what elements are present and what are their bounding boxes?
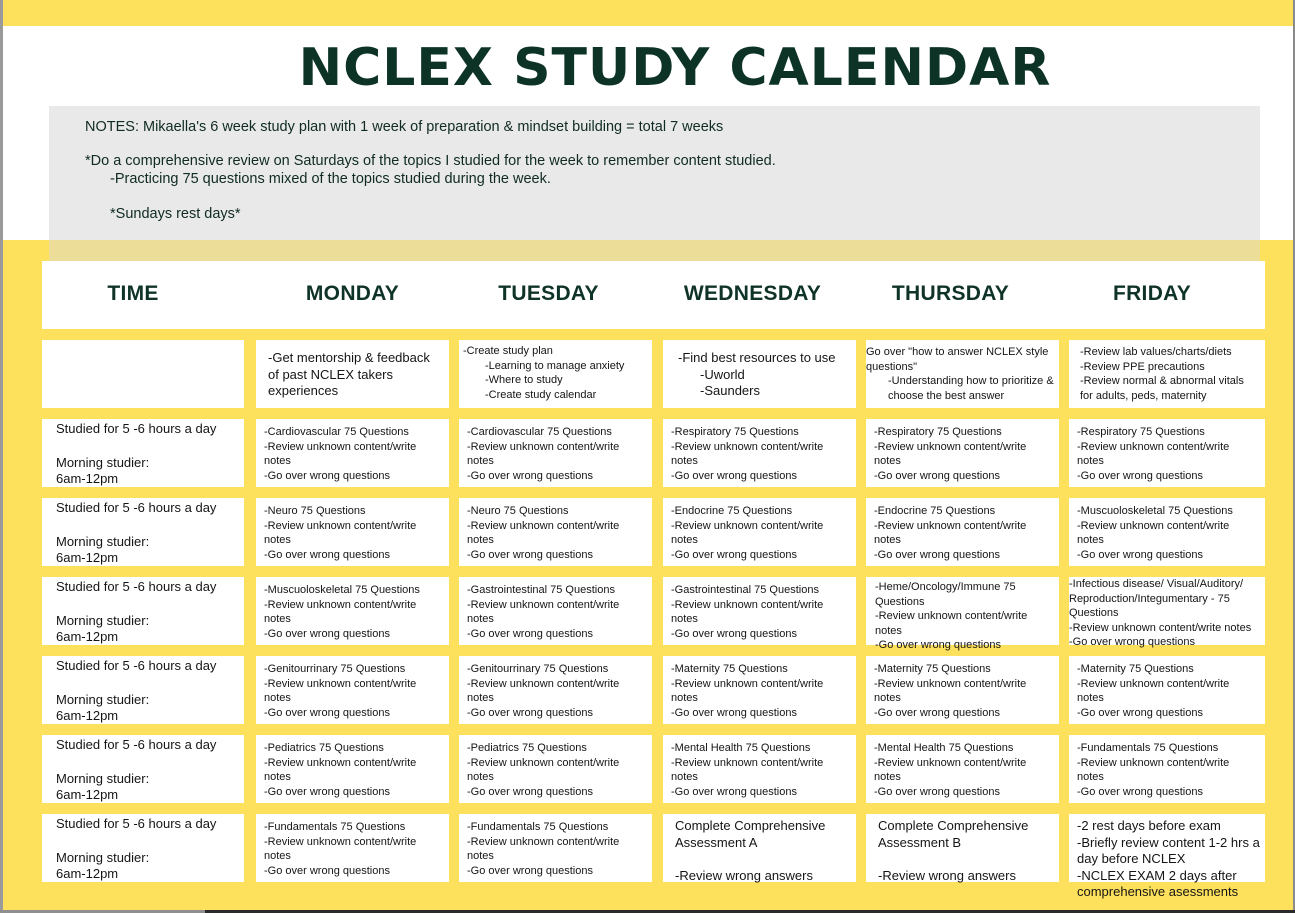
cell-text-line: -Maternity 75 Questions xyxy=(671,663,788,675)
cell-text-line: of past NCLEX takers xyxy=(268,366,393,382)
header-tuesday: TUESDAY xyxy=(498,282,599,305)
time-text-line1: Studied for 5 -6 hours a day xyxy=(56,500,217,515)
cell-text-line: notes xyxy=(671,771,698,783)
time-text-line1: Studied for 5 -6 hours a day xyxy=(56,658,217,673)
cell-text-line: -Go over wrong questions xyxy=(467,548,593,561)
top-yellow-band xyxy=(3,0,1293,26)
cell-row-2-friday xyxy=(1069,498,1265,566)
header-monday: MONDAY xyxy=(305,282,400,305)
cell-text-line: -Endocrine 75 Questions xyxy=(671,505,793,517)
cell-text-line: -Go over wrong questions xyxy=(671,469,797,482)
cell-text-line: -Go over wrong questions xyxy=(1077,706,1203,719)
cell-text-line: notes xyxy=(671,455,698,467)
cell-row-5-wednesday xyxy=(663,735,856,803)
cell-row-4-monday xyxy=(256,656,449,724)
cell-row-1-friday xyxy=(1069,419,1265,487)
cell-text-line: -Review unknown content/write xyxy=(467,835,620,848)
cell-row-3-thursday xyxy=(866,577,1059,651)
cell-text-line: Questions xyxy=(875,595,925,608)
cell-text-line: notes xyxy=(264,613,291,625)
cell-row-5-time xyxy=(42,735,244,803)
cell-text-line: -Go over wrong questions xyxy=(874,469,1000,482)
cell-text-line: Complete Comprehensive xyxy=(675,818,826,833)
cell-row-4-thursday xyxy=(866,656,1059,724)
cell-text-line: -NCLEX EXAM 2 days after xyxy=(1077,867,1237,883)
notes-box xyxy=(49,106,1260,240)
cell-row-0-monday xyxy=(256,340,449,408)
cell-text-line: notes xyxy=(264,692,291,704)
cell-text-line: -Create study calendar xyxy=(485,388,597,401)
cell-text-line: experiences xyxy=(268,383,339,398)
cell-text-line: -Endocrine 75 Questions xyxy=(874,505,996,517)
cell-text-line: -Go over wrong questions xyxy=(264,864,390,877)
cell-text-line: notes xyxy=(264,534,291,546)
cell-row-2-time xyxy=(42,498,244,566)
cell-text-line: choose the best answer xyxy=(888,389,1005,402)
cell-text-line: -Go over wrong questions xyxy=(467,627,593,640)
cell-row-3-wednesday xyxy=(663,577,856,645)
cell-row-6-friday xyxy=(1069,814,1265,899)
cell-text-line: -Go over wrong questions xyxy=(264,627,390,640)
cell-text-line: notes xyxy=(467,692,494,704)
cell-row-0-friday xyxy=(1069,340,1265,408)
cell-text-line: Reproduction/Integumentary - 75 xyxy=(1069,592,1230,605)
cell-text-line xyxy=(878,851,1055,868)
time-text-line3: 6am-12pm xyxy=(56,866,119,881)
cell-text-line: notes xyxy=(467,850,494,862)
cell-text-line: -Review unknown content/write xyxy=(1077,756,1230,769)
cell-row-6-wednesday xyxy=(663,814,856,882)
cell-text-line: -Go over wrong questions xyxy=(264,706,390,719)
cell-text-line: -Review unknown content/write xyxy=(264,677,417,690)
cell-text-line: questions" xyxy=(866,360,917,373)
cell-text-line: -Go over wrong questions xyxy=(467,706,593,719)
cell-row-1-thursday xyxy=(866,419,1059,487)
header-friday: FRIDAY xyxy=(1112,282,1192,305)
cell-text-line: Assessment A xyxy=(675,834,758,850)
cell-row-4-time xyxy=(42,656,244,724)
time-text-line3: 6am-12pm xyxy=(56,550,119,565)
cell-text-line: -Review unknown content/write xyxy=(874,756,1027,769)
cell-text-line: notes xyxy=(1077,771,1104,783)
cell-text-line: -Maternity 75 Questions xyxy=(874,663,991,675)
time-text-line3: 6am-12pm xyxy=(56,787,119,802)
cell-text-line: -Respiratory 75 Questions xyxy=(1077,426,1205,438)
cell-text-line: -Go over wrong questions xyxy=(874,706,1000,719)
cell-text-line: -Go over wrong questions xyxy=(875,639,1001,651)
cell-text-line: -Review unknown content/write xyxy=(671,519,824,532)
time-text-line2: Morning studier: xyxy=(56,849,150,865)
cell-row-4-tuesday xyxy=(459,656,652,724)
time-text-line3: 6am-12pm xyxy=(56,471,119,486)
cell-row-5-thursday xyxy=(866,735,1059,803)
cell-row-1-tuesday xyxy=(459,419,652,487)
cell-text-line: -Review unknown content/write xyxy=(875,610,1028,622)
notes-line-3: -Practicing 75 questions mixed of the topics studied during the week. xyxy=(110,171,551,187)
time-text-line1: Studied for 5 -6 hours a day xyxy=(56,737,217,752)
cell-text-line: -Go over wrong questions xyxy=(671,706,797,719)
cell-text-line: -Review unknown content/write xyxy=(264,440,417,453)
cell-text-line: -Review unknown content/write xyxy=(671,756,824,769)
header-thursday: THURSDAY xyxy=(891,282,1010,305)
cell-text-line: -Review unknown content/write notes xyxy=(1069,621,1252,634)
cell-text-line: -Go over wrong questions xyxy=(874,785,1000,798)
cell-text-line: -Muscuoloskeletal 75 Questions xyxy=(1077,505,1233,517)
cell-text-line: -Find best resources to use xyxy=(678,350,836,365)
cell-text-line: -Genitourrinary 75 Questions xyxy=(467,663,609,675)
cell-text-line: -Go over wrong questions xyxy=(671,627,797,640)
cell-text-line: Complete Comprehensive xyxy=(878,818,1029,833)
cell-text-line: -Review unknown content/write xyxy=(874,677,1027,690)
cell-text-line: -Review unknown content/write xyxy=(1077,519,1230,532)
cell-text-line: -Create study plan xyxy=(463,345,553,357)
cell-text-line: -Pediatrics 75 Questions xyxy=(467,742,587,754)
time-text-line2: Morning studier: xyxy=(56,770,150,786)
cell-text-line: -Go over wrong questions xyxy=(467,469,593,482)
cell-text-line: -Review unknown content/write xyxy=(874,519,1027,532)
cell-text-line: -Muscuoloskeletal 75 Questions xyxy=(264,584,420,596)
cell-text-line: -Gastrointestinal 75 Questions xyxy=(467,584,615,596)
cell-text-line: notes xyxy=(264,771,291,783)
cell-text-line: notes xyxy=(874,455,901,467)
cell-text-line: -Where to study xyxy=(485,374,563,386)
cell-row-3-tuesday xyxy=(459,577,652,645)
cell-text-line: notes xyxy=(467,534,494,546)
cell-row-1-monday xyxy=(256,419,449,487)
cell-text-line: -Review unknown content/write xyxy=(467,440,620,453)
cell-row-6-thursday xyxy=(866,814,1059,882)
cell-text-line: -Review unknown content/write xyxy=(671,598,824,611)
cell-text-line: -Fundamentals 75 Questions xyxy=(1077,742,1219,754)
cell-text-line: notes xyxy=(671,534,698,546)
notes-line-2: *Do a comprehensive review on Saturdays of the topics I studied for the week to remember content studied. xyxy=(85,153,776,169)
cell-text-line: for adults, peds, maternity xyxy=(1080,389,1207,402)
time-text-line3: 6am-12pm xyxy=(56,708,119,723)
cell-text-line: comprehensive asessments xyxy=(1077,884,1239,899)
cell-text-line: -Review unknown content/write xyxy=(264,598,417,611)
cell-text-line: -Go over wrong questions xyxy=(1077,469,1203,482)
cell-text-line: -Go over wrong questions xyxy=(467,864,593,877)
cell-text-line: -Heme/Oncology/Immune 75 xyxy=(875,581,1016,593)
cell-text-line: -Go over wrong questions xyxy=(264,469,390,482)
cell-text-line: -2 rest days before exam xyxy=(1077,818,1221,833)
cell-text-line: -Respiratory 75 Questions xyxy=(671,426,799,438)
cell-text-line: -Review unknown content/write xyxy=(671,440,824,453)
cell-row-6-tuesday xyxy=(459,814,652,882)
cell-row-5-monday xyxy=(256,735,449,803)
header-time: TIME xyxy=(107,282,159,305)
time-text-line2: Morning studier: xyxy=(56,533,150,549)
cell-text-line: -Mental Health 75 Questions xyxy=(671,742,811,754)
cell-row-1-time xyxy=(42,419,244,487)
header-wednesday: WEDNESDAY xyxy=(683,282,822,305)
cell-row-2-monday xyxy=(256,498,449,566)
cell-text-line: -Review unknown content/write xyxy=(874,440,1027,453)
cell-text-line: notes xyxy=(875,624,902,637)
cell-text-line: -Review unknown content/write xyxy=(467,519,620,532)
cell-text-line: -Saunders xyxy=(700,383,760,398)
time-text-line1: Studied for 5 -6 hours a day xyxy=(56,579,217,594)
cell-text-line: notes xyxy=(671,692,698,704)
cell-row-5-friday xyxy=(1069,735,1265,803)
cell-text-line: -Review unknown content/write xyxy=(264,756,417,769)
cell-text-line: notes xyxy=(264,850,291,862)
page-title: NCLEX STUDY CALENDAR xyxy=(298,38,1052,98)
time-text-line3: 6am-12pm xyxy=(56,629,119,644)
cell-text-line: notes xyxy=(1077,455,1104,467)
cell-text-line: -Review unknown content/write xyxy=(467,598,620,611)
cell-text-line: -Go over wrong questions xyxy=(1069,636,1195,648)
cell-text-line: -Review unknown content/write xyxy=(264,519,417,532)
cell-text-line: -Review unknown content/write xyxy=(1077,677,1230,690)
cell-row-2-thursday xyxy=(866,498,1059,566)
cell-row-2-wednesday xyxy=(663,498,856,566)
cell-text-line: Questions xyxy=(1069,607,1119,619)
cell-text-line: -Review PPE precautions xyxy=(1080,360,1205,373)
cell-text-line: -Uworld xyxy=(700,366,745,382)
cell-row-3-monday xyxy=(256,577,449,645)
cell-text-line: -Understanding how to prioritize & xyxy=(888,375,1054,387)
cell-text-line: -Pediatrics 75 Questions xyxy=(264,742,384,754)
cell-text-line: -Briefly review content 1-2 hrs a xyxy=(1077,834,1260,850)
cell-text-line: -Go over wrong questions xyxy=(671,785,797,798)
time-text-line2: Morning studier: xyxy=(56,612,150,628)
time-text-line2: Morning studier: xyxy=(56,691,150,707)
cell-text-line: -Go over wrong questions xyxy=(264,548,390,561)
notes-line-1: NOTES: Mikaella's 6 week study plan with 1 week of preparation & mindset building = total 7 weeks xyxy=(85,119,724,135)
cell-text-line: -Review normal & abnormal vitals xyxy=(1080,375,1244,387)
cell-row-3-friday xyxy=(1069,577,1265,648)
cell-text-line: -Maternity 75 Questions xyxy=(1077,663,1194,675)
cell-row-3-time xyxy=(42,577,244,645)
cell-text-line: -Review unknown content/write xyxy=(467,756,620,769)
cell-text-line: notes xyxy=(467,613,494,625)
calendar-header-row xyxy=(42,261,1265,329)
cell-text-line: Assessment B xyxy=(878,834,962,850)
cell-text-line: -Cardiovascular 75 Questions xyxy=(467,426,612,438)
cell-text-line: day before NCLEX xyxy=(1077,851,1186,866)
cell-row-0-time xyxy=(42,340,244,408)
cell-text-line: -Genitourrinary 75 Questions xyxy=(264,663,406,675)
cell-text-line xyxy=(675,851,852,868)
cell-row-0-wednesday xyxy=(663,340,856,408)
cell-text-line: -Go over wrong questions xyxy=(1077,785,1203,798)
cell-text-line: -Neuro 75 Questions xyxy=(467,505,569,517)
time-text-line1: Studied for 5 -6 hours a day xyxy=(56,421,217,436)
time-text-line1: Studied for 5 -6 hours a day xyxy=(56,816,217,831)
time-text-line2: Morning studier: xyxy=(56,454,150,470)
cell-text-line: -Mental Health 75 Questions xyxy=(874,742,1014,754)
cell-row-4-wednesday xyxy=(663,656,856,724)
cell-text-line: -Go over wrong questions xyxy=(1077,548,1203,561)
notes-line-4: *Sundays rest days* xyxy=(110,206,241,222)
cell-text-line: -Review wrong answers xyxy=(675,867,813,883)
cell-text-line: -Cardiovascular 75 Questions xyxy=(264,426,409,438)
cell-text-line: -Neuro 75 Questions xyxy=(264,505,366,517)
cell-text-line: notes xyxy=(467,771,494,783)
cell-row-1-wednesday xyxy=(663,419,856,487)
cell-row-0-thursday xyxy=(866,340,1059,408)
cell-text-line: notes xyxy=(874,534,901,546)
cell-text-line: -Go over wrong questions xyxy=(671,548,797,561)
cell-row-6-time xyxy=(42,814,244,882)
cell-text-line: -Go over wrong questions xyxy=(264,785,390,798)
cell-text-line: -Review unknown content/write xyxy=(671,677,824,690)
cell-text-line: -Go over wrong questions xyxy=(467,785,593,798)
cell-text-line: -Go over wrong questions xyxy=(874,548,1000,561)
cell-text-line: notes xyxy=(671,613,698,625)
notes-box-overlap xyxy=(49,240,1260,262)
cell-text-line: -Fundamentals 75 Questions xyxy=(467,821,609,833)
cell-text-line: -Gastrointestinal 75 Questions xyxy=(671,584,819,596)
cell-text-line: -Review unknown content/write xyxy=(264,835,417,848)
cell-text-line: notes xyxy=(874,692,901,704)
cell-row-5-tuesday xyxy=(459,735,652,803)
cell-text-line: -Review wrong answers xyxy=(878,867,1016,883)
cell-row-0-tuesday xyxy=(459,340,652,408)
cell-text-line: notes xyxy=(1077,534,1104,546)
cell-text-line: -Get mentorship & feedback xyxy=(268,350,430,365)
cell-row-2-tuesday xyxy=(459,498,652,566)
cell-text-line: Go over "how to answer NCLEX style xyxy=(866,346,1049,358)
cell-text-line: notes xyxy=(874,771,901,783)
cell-text-line: -Review unknown content/write xyxy=(1077,440,1230,453)
cell-text-line: -Respiratory 75 Questions xyxy=(874,426,1002,438)
cell-text-line: -Learning to manage anxiety xyxy=(485,359,625,372)
cell-text-line: notes xyxy=(264,455,291,467)
cell-text-line: -Review lab values/charts/diets xyxy=(1080,346,1232,358)
cell-row-4-friday xyxy=(1069,656,1265,724)
cell-text-line: notes xyxy=(1077,692,1104,704)
cell-text-line: -Fundamentals 75 Questions xyxy=(264,821,406,833)
cell-row-6-monday xyxy=(256,814,449,882)
cell-text-line: -Review unknown content/write xyxy=(467,677,620,690)
cell-text-line: notes xyxy=(467,455,494,467)
cell-text-line: -Infectious disease/ Visual/Auditory/ xyxy=(1069,578,1244,590)
